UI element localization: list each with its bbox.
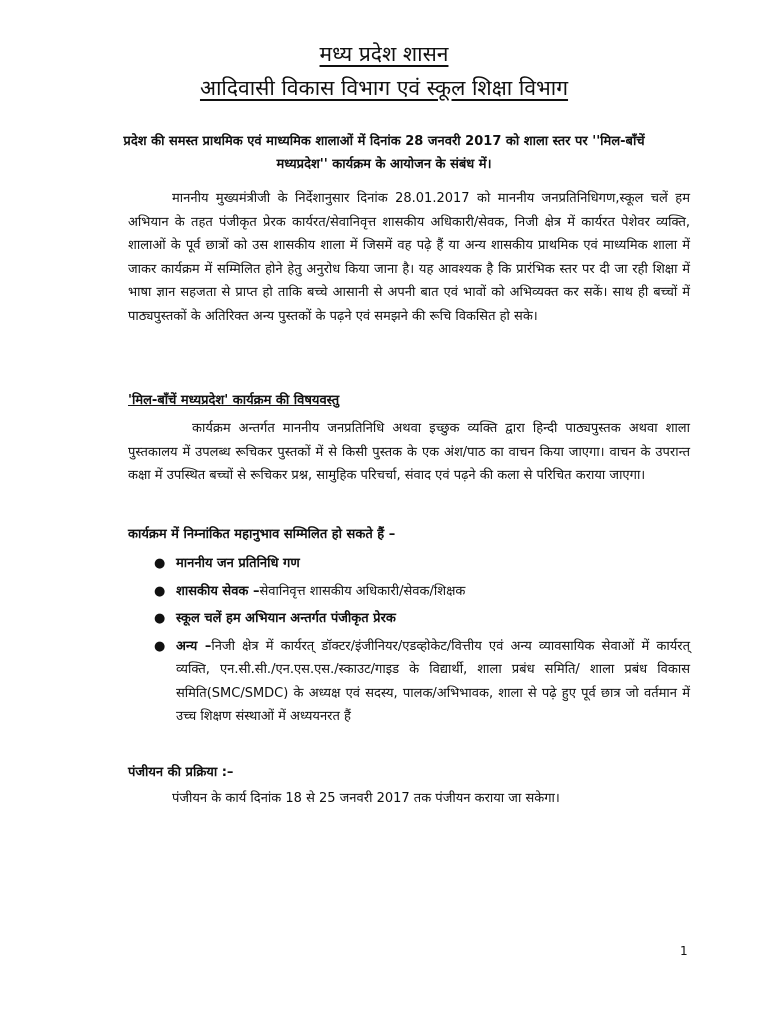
participants-list [128, 552, 690, 733]
participant-label: शासकीय सेवक – [176, 583, 260, 599]
registration-text: पंजीयन के कार्य दिनांक 18 से 25 जनवरी 2017 तक पंजीयन कराया जा सकेगा। [172, 791, 560, 806]
list-item [128, 607, 690, 631]
bullet-icon: ● [154, 583, 166, 599]
bullet-icon: ● [154, 638, 166, 654]
department-title: आदिवासी विकास विभाग एवं स्कूल शिक्षा विभाग [199, 76, 569, 100]
list-item [128, 635, 690, 729]
participant-label: स्कूल चलें हम अभियान अन्तर्गत पंजीकृत प्रेरक [176, 611, 396, 626]
list-item [128, 580, 690, 604]
bullet-icon: ● [154, 611, 166, 626]
participant-detail: सेवानिवृत्त शासकीय अधिकारी/सेवक/शिक्षक [259, 583, 466, 599]
list-item [128, 552, 690, 576]
page-number: 1 [680, 944, 688, 958]
participants-heading: कार्यक्रम में निम्नांकित महानुभाव सम्मिलित हो सकते हैं – [128, 527, 396, 542]
participant-label: माननीय जन प्रतिनिधि गण [176, 556, 300, 571]
participant-label: अन्य – [176, 638, 212, 654]
participant-detail: निजी क्षेत्र में कार्यरत् डॉक्टर/इंजीनियर/एडव्होकेट/वित्तीय एवं अन्य व्यावसायिक सेवाओं में कार्यरत् व्यक्ति, एन.सी.सी./एन.एस.एस./स्काउट/गाइड के विद्यार्थी, शाला प्रबंध समिति/ शाला प्रबंध विकास समिति(SMC/SMDC) के अध्यक्ष एवं सदस्य, पालक/अभिभावक, शाला से पढ़े हुए पूर्व छात्र जो वर्तमान में उच्च शिक्षण संस्थाओं में अध्ययनरत हैं [176, 638, 690, 724]
content-section-paragraph: कार्यक्रम अन्तर्गत माननीय जनप्रतिनिधि अथवा इच्छुक व्यक्ति द्वारा हिन्दी पाठ्यपुस्तक अथवा शाला पुस्तकालय में उपलब्ध रूचिकर पुस्तकों में से किसी पुस्तक के एक अंश/पाठ का वाचन किया जाएगा। वाचन के उपरान्त कक्षा में उपस्थित बच्चों से रूचिकर प्रश्न, सामुहिक परिचर्चा, संवाद एवं पढ़ने की कला से परिचित कराया जाएगा। [128, 421, 690, 483]
content-section-heading: 'मिल-बाँचें मध्यप्रदेश' कार्यक्रम की विषयवस्तु [128, 393, 340, 408]
registration-heading: पंजीयन की प्रक्रिया :– [128, 765, 234, 780]
subject-line: प्रदेश की समस्त प्राथमिक एवं माध्यमिक शालाओं में दिनांक 28 जनवरी 2017 को शाला स्तर पर ''मिल-बाँचें मध्यप्रदेश'' कार्यक्रम के आयोजन के संबंध में। [123, 134, 645, 172]
bullet-icon: ● [154, 556, 166, 571]
intro-paragraph: माननीय मुख्यमंत्रीजी के निर्देशानुसार दिनांक 28.01.2017 को माननीय जनप्रतिनिधिगण,स्कूल चलें हम अभियान के तहत पंजीकृत प्रेरक कार्यरत/सेवानिवृत्त शासकीय अधिकारी/सेवक, निजी क्षेत्र में कार्यरत पेशेवर व्यक्ति, शालाओं के पूर्व छात्रों को उस शासकीय शाला में जिसमें वह पढ़े हैं या अन्य शासकीय प्राथमिक एवं माध्यमिक शाला में जाकर कार्यक्रम में सम्मिलित होने हेतु अनुरोध किया जाना है। यह आवश्यक है कि प्रारंभिक स्तर पर दी जा रही शिक्षा में भाषा ज्ञान सहजता से प्राप्त हो ताकि बच्चे आसानी से अपनी बात एवं भावों को अभिव्यक्त कर सकें। साथ ही बच्चों में पाठ्यपुस्तकों के अतिरिक्त अन्य पुस्तकों के पढ़ने एवं समझने की रूचि विकसित हो सके। [128, 191, 690, 324]
government-title: मध्य प्रदेश शासन [319, 42, 449, 66]
